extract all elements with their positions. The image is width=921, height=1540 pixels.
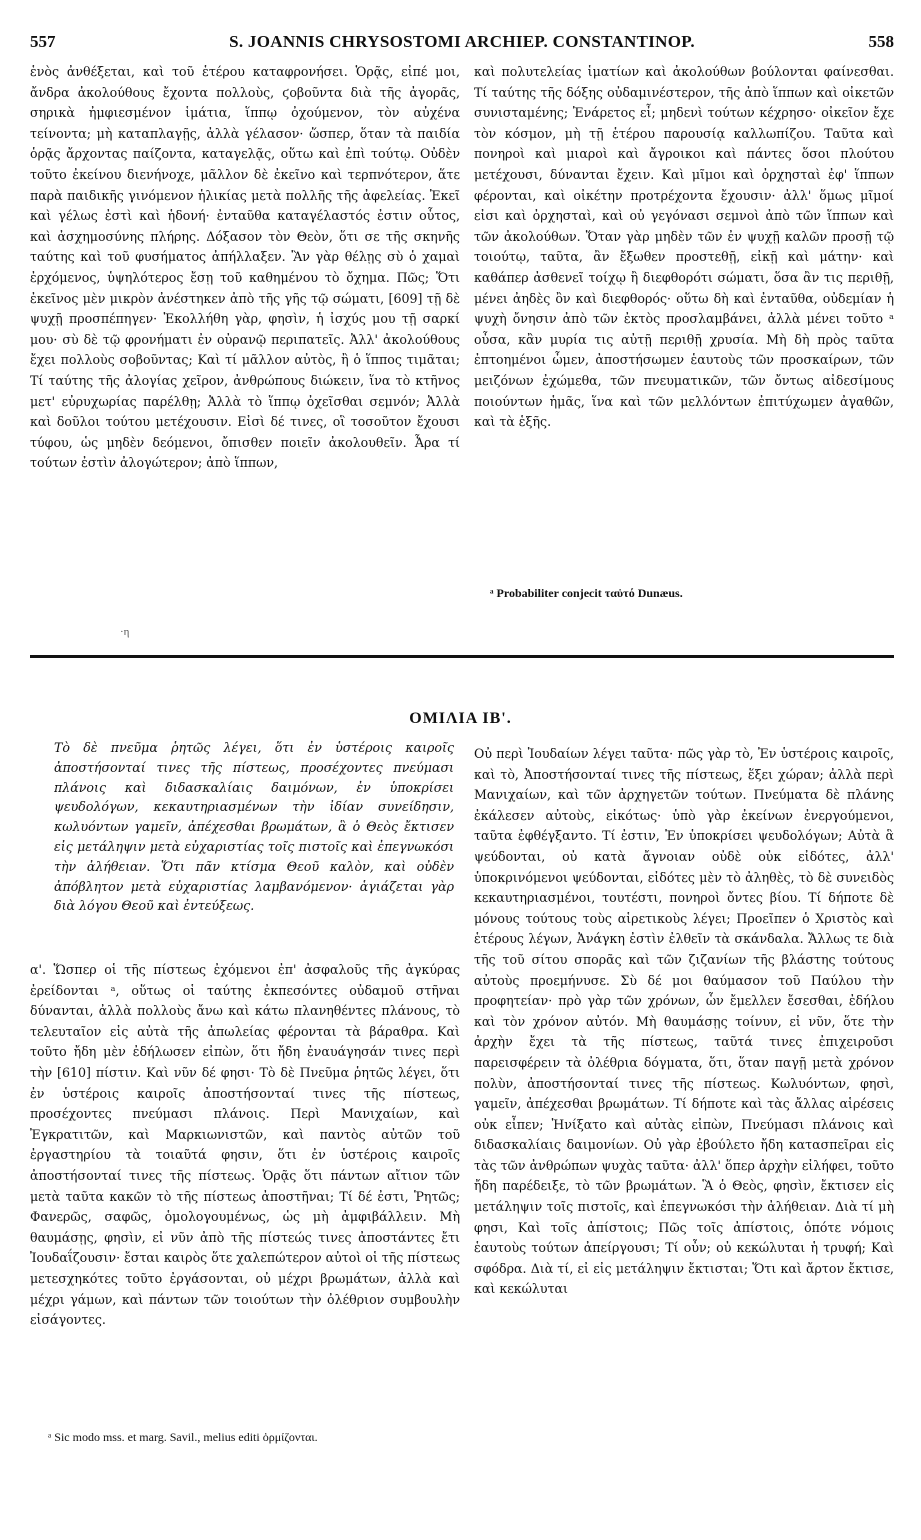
footnote-top: ᵃ Probabiliter conjecit ταὐτό Dunæus.	[490, 586, 683, 600]
scripture-lemma	[54, 738, 454, 954]
bottom-right-paragraph: Οὐ περὶ Ἰουδαίων λέγει ταῦτα· πῶς γὰρ τὸ, Ἐν ὑστέροις καιροῖς, καὶ τὸ, Ἀποστήσονταί τινες τῆς πίστεως, ἕξει χώραν; ἀλλὰ περὶ Μανιχαίων, καὶ τῶν ἀρχηγετῶν τούτων. Πνεύματα δὲ πλάνης ἐκάλεσεν αὐτοὺς, εἰκότως· ὑπὸ γὰρ ἐκείνων ἐνεργούμενοι, ταῦτα ἐφθέγξαντο. Τί ἐστιν, Ἐν ὑποκρίσει ψευδολόγων; Αὐτὰ ἃ ψεύδονται, οὐ κατὰ ἄγνοιαν οὐδὲ οὐκ εἰδότες, ἀλλ' ὑποκρινόμενοι ψεύδονται, εἰδότες μὲν τὸ ἀληθὲς, τὸ δὲ συνειδὸς κεκαυτηριασμένοι, τουτέστι, πονηροὶ ὄντες βίου. Τί δήποτε δὲ μόνους τούτους τοὺς αἱρετικοὺς λέγει; Προεῖπεν ὁ Χριστὸς καὶ ἑτέρους λέγων, Ἀνάγκη ἐστὶν ἐλθεῖν τὰ σκάνδαλα. Ἄλλως τε διὰ τῆς τοῦ σίτου σπορᾶς καὶ τῶν ζιζανίων τῆς βλάστης τούτους αὐτοὺς προεμήνυσε. Σὺ δέ μοι θαύμασον τοῦ Παύλου τὴν προφητείαν· πρὸ γὰρ τῶν χρόνων, ὧν ἔμελλεν ἔσεσθαι, ἐδήλου καὶ τὸν χρόνον αὐτόν. Μὴ θαυμάσῃς τοίνυν, εἰ νῦν, ὅτε τὴν ἀρχὴν ἔχει τὰ τῆς πίστεως, ταῦτά τινες ἐπιχειροῦσι παρεισφέρειν τὰ ὀλέθρια δόγματα, ὅτι, ὅταν παγῇ μετὰ χρόνον πολὺν, ἀποστήσονταί τινες τῆς πίστεως. Κωλυόντων, φησὶ, γαμεῖν, ἀπέχεσθαι βρωμάτων. Τί δήποτε καὶ τὰς ἄλλας αἱρέσεις οὐκ εἶπεν; Ἠνίξατο καὶ αὐτὰς εἰπὼν, Πνεύμασι πλάνοις καὶ διδασκαλίαις δαιμονίων. Οὐ γὰρ ἐβούλετο ἤδη κατασπεῖραι εἰς τὰς τῶν ἀνθρώπων ψυχὰς ταῦτα· ἀλλ' ὅπερ ἀρχὴν εἰλήφει, τοῦτο ἤδη παρέδειξε, τὸ τῶν βρωμάτων. Ἃ ὁ Θεὸς, φησὶν, ἔκτισεν εἰς μετάληψιν τοῖς πιστοῖς, καὶ ἐπεγνωκόσι τὴν ἀλήθειαν. Διὰ τί μὴ φησι, Καὶ τοῖς ἀπίστοις; Πῶς τοῖς ἀπίστοις, ὁπότε νόμοις ἑαυτοὺς τούτων ἀπείργουσι; Τί οὖν; οὐ κεκώλυται ἡ τρυφή; Καὶ σφόδρα. Διὰ τί, εἰ εἰς μετάληψιν ἔκτισται; Ὅτι καὶ ἄρτον ἔκτισε, καὶ κεκώλυται	[474, 746, 894, 1297]
stray-mark: ·η	[120, 626, 130, 638]
bottom-left-paragraph: α'. Ὥσπερ οἱ τῆς πίστεως ἐχόμενοι ἐπ' ἀσφαλοῦς τῆς ἀγκύρας ἐρείδονται ᵃ, οὕτως οἱ ταύτης ἐκπεσόντες οὐδαμοῦ στῆναι δύνανται, ἀλλὰ πολλοὺς ἄνω καὶ κάτω πλανηθέντες πλάνους, τὸ τελευταῖον εἰς αὐτὰ τῆς ἀπωλείας φέρονται τὰ βάραθρα. Καὶ τοῦτο ἤδη μὲν ἐδήλωσεν εἰπὼν, ὅτι ἤδη ἐναυάγησάν τινες περὶ τὴν [610] πίστιν. Καὶ νῦν δέ φησι· Τὸ δὲ Πνεῦμα ῥητῶς λέγει, ὅτι ἐν ὑστέροις καιροῖς ἀποστήσονταί τινες τῆς πίστεως, προσέχοντες πνεύμασι πλάνοις. Περὶ Μανιχαίων, καὶ Ἐγκρατιτῶν, καὶ Μαρκιωνιστῶν, καὶ παντὸς αὐτῶν τοῦ ἐργαστηρίου τὰ τοιαῦτά φησιν, ὅτι ἐν ὑστέροις καιροῖς ἀποστήσονταί τινες τῆς πίστεως. Ὁρᾷς ὅτι πάντων αἴτιον τῶν μετὰ ταῦτα κακῶν τὸ τῆς πίστεως ἀποστῆναι; Τί δέ ἐστι, Ῥητῶς; Φανερῶς, σαφῶς, ὁμολογουμένως, ὡς μὴ ἀμφιβάλλειν. Μὴ θαυμάσῃς, φησὶν, εἰ νῦν ἀπὸ τῆς πίστεώς τινες ἀποστάντες ἔτι Ἰουδαΐζουσιν· ἔσται καιρὸς ὅτε χαλεπώτερον αὐτοὶ οἱ τῆς πίστεως μετεσχηκότες τοῦτο ἐργάσονται, οὐ μέχρι βρωμάτων, ἀλλὰ καὶ μέχρι γάμων, καὶ πάντων τῶν τοιούτων τὴν ὀλέθριον συμβουλὴν εἰσάγοντες.	[30, 962, 460, 1328]
running-header	[30, 32, 894, 58]
footnote-bottom: ᵃ Sic modo mss. et marg. Savil., melius editi ὁρμίζονται.	[48, 1430, 318, 1444]
bottom-left-column	[30, 960, 460, 1426]
top-left-column	[30, 62, 460, 632]
section-divider	[30, 655, 894, 658]
bottom-right-column	[474, 744, 894, 1444]
running-title: S. JOANNIS CHRYSOSTOMI ARCHIEP. CONSTANTINOP.	[229, 32, 695, 51]
top-right-column	[474, 62, 894, 622]
top-left-paragraph: ἑνὸς ἀνθέξεται, καὶ τοῦ ἑτέρου καταφρονήσει. Ὁρᾷς, εἰπέ μοι, ἄνδρα ἀκολούθους ἔχοντα πολλοὺς, ϛοβοῦντα διὰ τῆς ἀγορᾶς, σηρικὰ ἠμφιεσμένον ἱμάτια, ἵππῳ ὀχούμενον, τὸν αὐχένα τείνοντα; μὴ καταπλαγῇς, ἀλλὰ γέλασον· ὥσπερ, ὅταν τὰ παιδία ὁρᾷς ἄρχοντας παίζοντα, καταγελᾷς, οὕτω καὶ ἐπὶ τούτῳ. Οὐδὲν τοῦτο ἐκείνου διενήνοχε, μᾶλλον δὲ ἐκεῖνο καὶ τερπνότερον, ἅτε παρὰ παιδικῆς γινόμενον ἡλικίας μετὰ πολλῆς τῆς ἀφελείας. Ἐκεῖ καὶ γέλως ἐστὶ καὶ ἡδονή· ἐνταῦθα καταγέλαστός ἐστιν οὗτος, καὶ ἀσχημοσύνης πλήρης. Δόξασον τὸν Θεὸν, ὅτι σε τῆς σκηνῆς ταύτης καὶ τοῦ φυσήματος ἀπήλλαξεν. Ἂν γὰρ θέλῃς σὺ ὁ χαμαὶ ἐρχόμενος, ὑψηλότερος ἔσῃ τοῦ καθημένου τὸ ὄχημα. Πῶς; Ὅτι ἐκεῖνος μὲν μικρὸν ἀνέστηκεν ἀπὸ τῆς γῆς τῷ σώματι, [609] τῇ δὲ ψυχῇ προσπέπηγεν· Ἐκολλήθη γὰρ, φησὶν, ἡ ἰσχύς μου τῇ σαρκί μου· σὺ δὲ τῷ φρονήματι ἐν οὐρανῷ περιπατεῖς. Ἀλλ' ἀκολούθους ἔχει πολλοὺς σοβοῦντας; Καὶ τί μᾶλλον αὐτὸς, ἢ ὁ ἵππος τιμᾶται; Τί ταύτης τῆς ἀλογίας χεῖρον, ἀνθρώπους διώκειν, ἵνα τὸ κτῆνος μετ' εὐρυχωρίας παρέλθῃ; Ἀλλὰ τὸ ἵππῳ ὀχεῖσθαι σεμνόν; Ἀλλὰ καὶ δοῦλοι τούτου μετέχουσιν. Εἰσὶ δέ τινες, οἳ τοσοῦτον ἔχουσι τύφου, ὡς μηδὲν δεόμενοι, ὄπισθεν ποιεῖν ἀκολουθεῖν. Ἆρα τί τούτων ἐστὶν ἀλογώτερον; ἀπὸ ἵππων,	[30, 64, 460, 471]
page-number-right: 558	[868, 32, 894, 51]
lemma-text: Τὸ δὲ πνεῦμα ῥητῶς λέγει, ὅτι ἐν ὑστέροις καιροῖς ἀποστήσονταί τινες τῆς πίστεως, προσέχοντες πνεύμασι πλάνοις καὶ διδασκαλίαις δαιμόνων, ἐν ὑποκρίσει ψευδολόγων, κεκαυτηριασμένων τὴν ἰδίαν συνείδησιν, κωλυόντων γαμεῖν, ἀπέχεσθαι βρωμάτων, ἃ ὁ Θεὸς ἔκτισεν εἰς μετάληψιν μετὰ εὐχαριστίας τοῖς πιστοῖς καὶ ἐπεγνωκόσι τὴν ἀλήθειαν. Ὅτι πᾶν κτίσμα Θεοῦ καλὸν, καὶ οὐδὲν ἀπόβλητον μετὰ εὐχαριστίας λαμβανόμενον· ἁγιάζεται γὰρ διὰ λόγου Θεοῦ καὶ ἐντεύξεως.	[54, 740, 454, 914]
top-right-paragraph: καὶ πολυτελείας ἱματίων καὶ ἀκολούθων βούλονται φαίνεσθαι. Τί ταύτης τῆς δόξης οὐδαμινέστερον, τῆς ἀπὸ ἵππων καὶ οἰκετῶν συνισταμένης; Ἐνάρετος εἶ; μηδενὶ τούτων κέχρησο· οἰκεῖον ἔχε τὸν κόσμον, μὴ τῇ ἑτέρου παρουσίᾳ καλλωπίζου. Ταῦτα καὶ πονηροὶ καὶ μιαροὶ καὶ ἄγροικοι καὶ πάντες ὅσοι πλούτου μετέχουσι, δύνανται ἔχειν. Καὶ μῖμοι καὶ ὀρχησταὶ ἐφ' ἵππων φέρονται, καὶ οἰκέτην προτρέχοντα ἔχουσιν· ἀλλ' ὅμως μῖμοί εἰσι καὶ ὀρχησταὶ, καὶ οὐ γεγόνασι σεμνοὶ ἀπὸ τῶν ἵππων καὶ τῶν ἀκολούθων. Ὅταν γὰρ μηδὲν τῶν ἐν ψυχῇ καλῶν προσῇ τῷ τοιούτῳ, ταῦτα, ἂν ἔξωθεν προστεθῇ, εἰκῇ καὶ μάτην· καὶ καθάπερ ἀσθενεῖ τοίχῳ ἢ διεφθορότι σώματι, ὅσα ἂν τις περιθῇ, μένει ἀηδὲς ὂν καὶ διεφθορός· οὕτω δὴ καὶ ἐνταῦθα, οὐδεμίαν ἡ ψυχὴ ὄνησιν ἀπὸ τῶν ἐκτὸς προσλαμβάνει, ἀλλὰ μένει τοῦτο ᵃ οὖσα, κἂν μυρία τις αὐτῇ περιθῇ χρυσία. Μὴ δὴ πρὸς ταῦτα ἐπτοημένοι ὦμεν, ἀποστήσωμεν ἑαυτοὺς τῶν προσκαίρων, τῶν μειζόνων ἐχώμεθα, τῶν πνευματικῶν, τῶν ὄντως αἰδεσίμους ποιούντων ἡμᾶς, ἵνα καὶ τῶν μελλόντων ἐπιτύχωμεν ἀγαθῶν, καὶ τὰ ἑξῆς.	[474, 64, 894, 430]
page-number-left: 557	[30, 32, 56, 51]
homily-title: ΟΜΙΛΙΑ ΙΒ'.	[409, 710, 512, 727]
